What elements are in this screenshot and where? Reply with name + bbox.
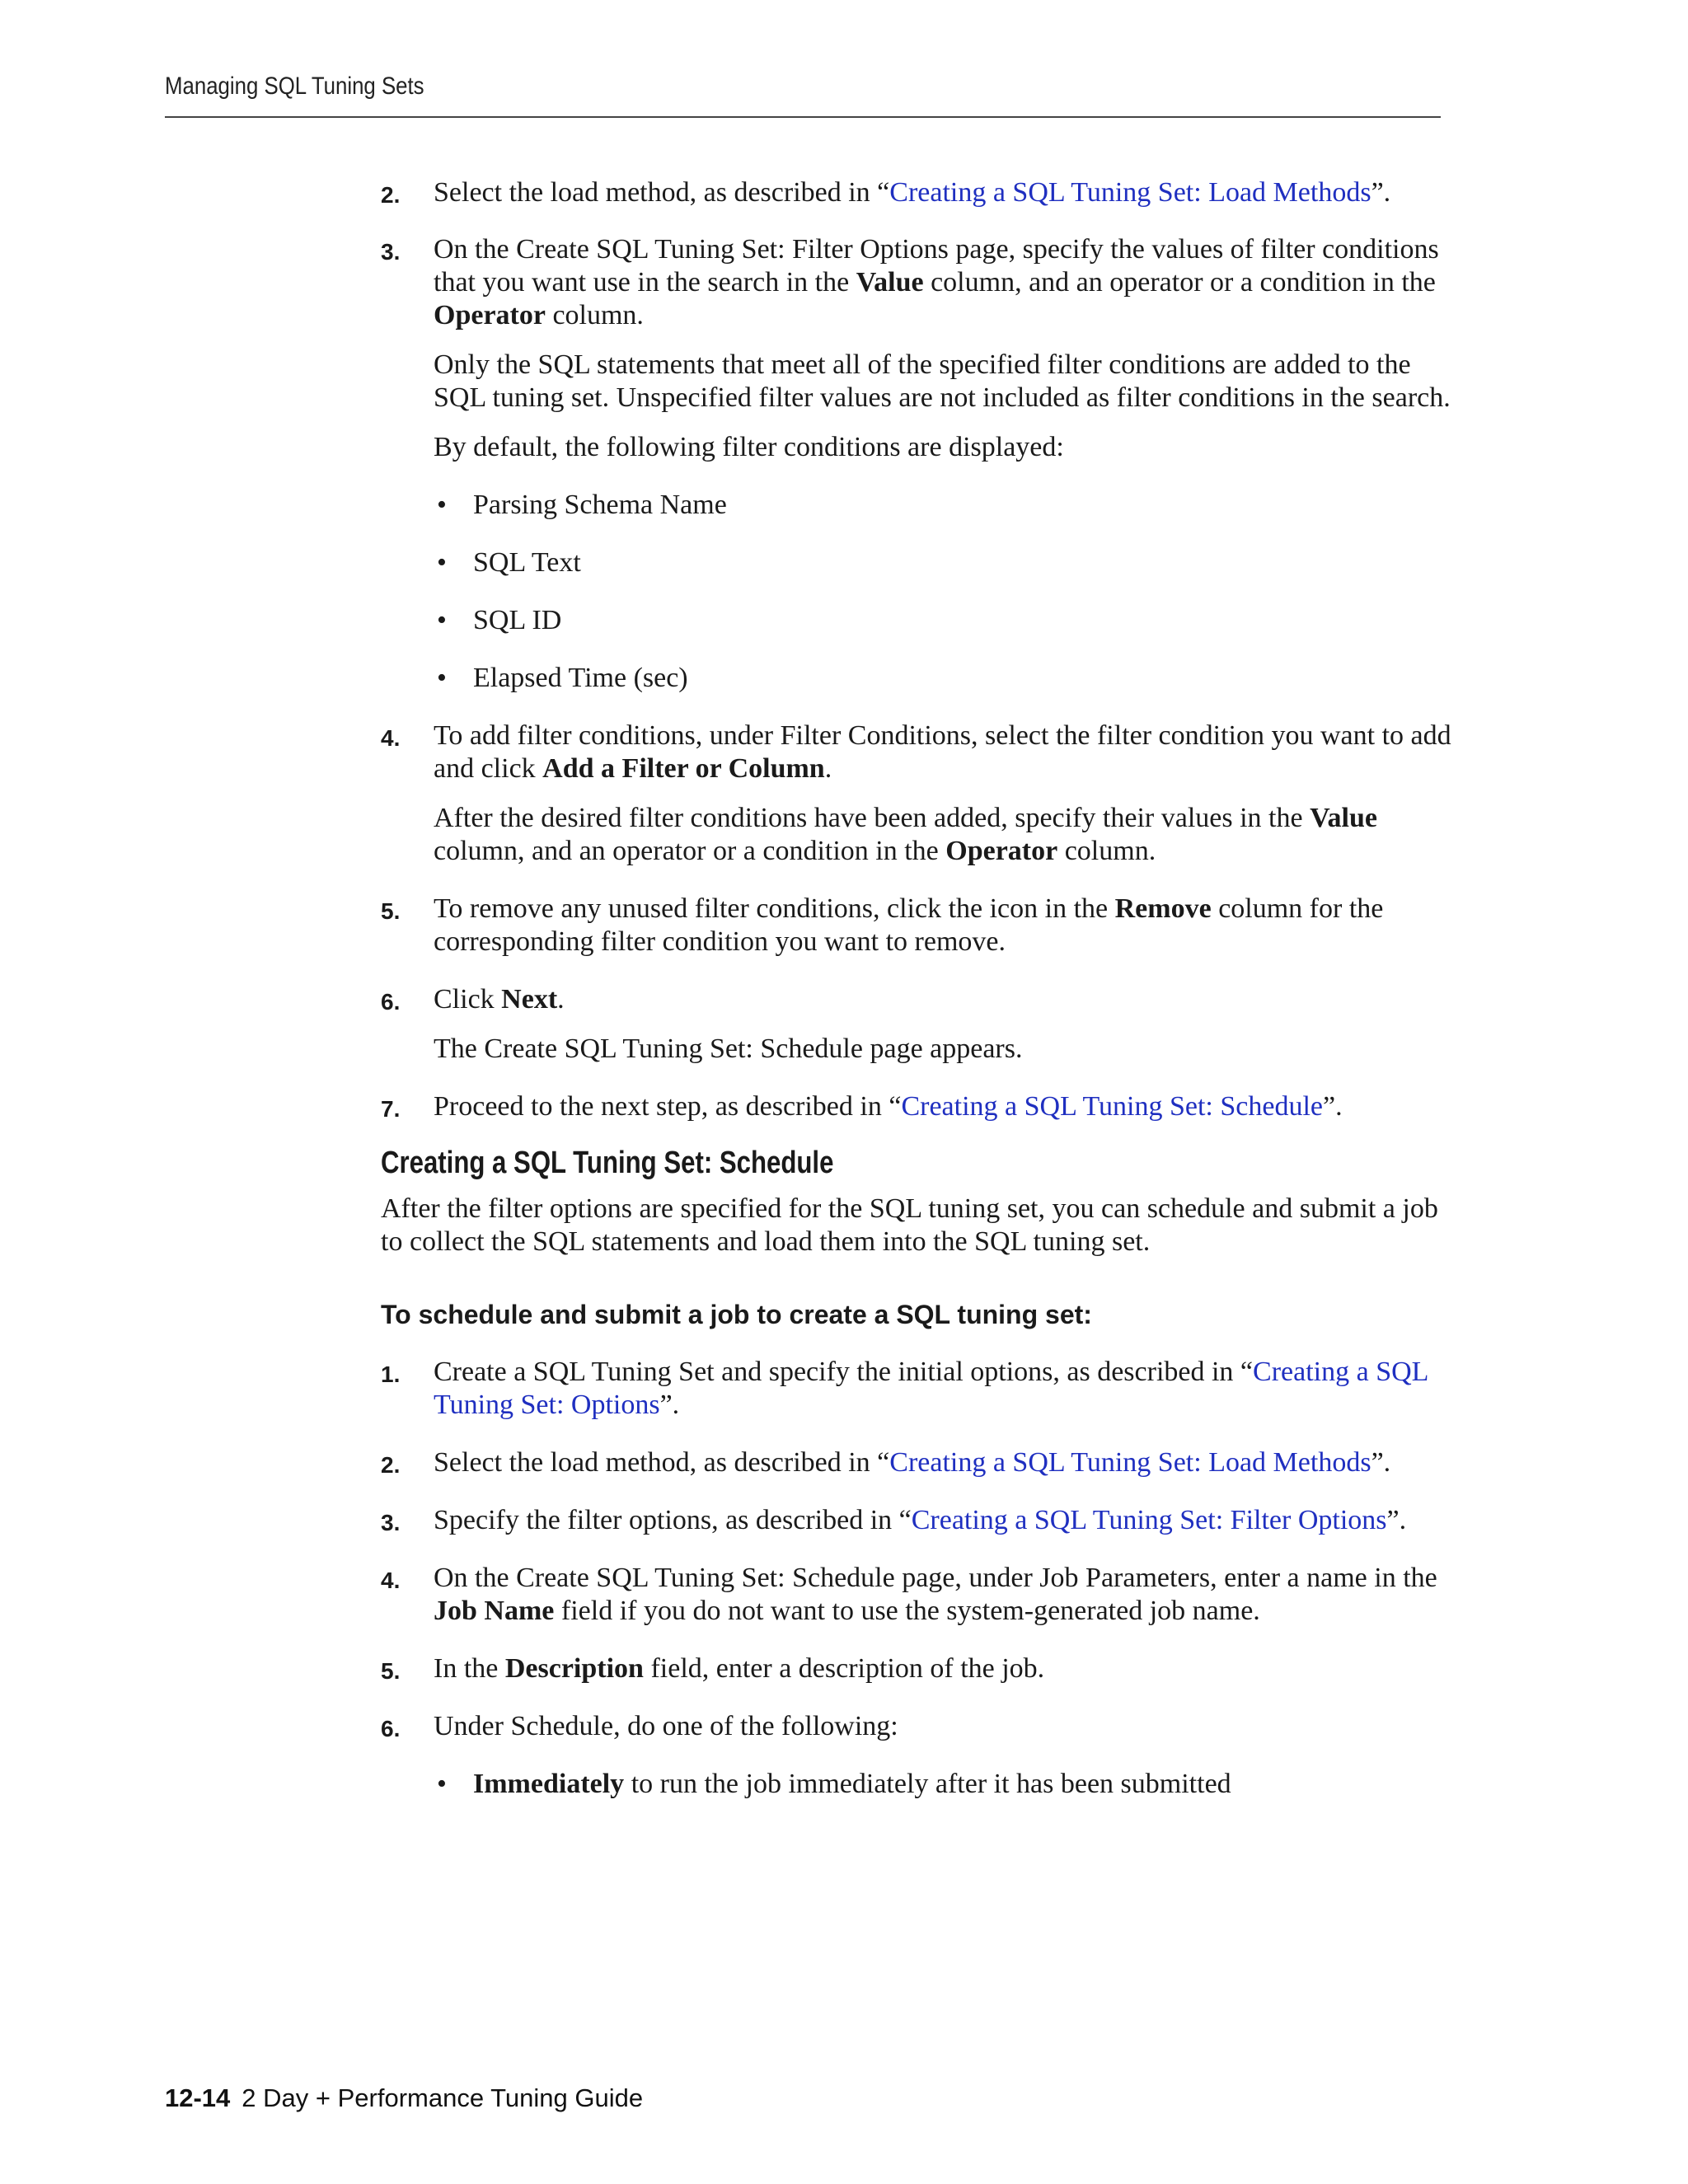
step-number: 2. — [381, 1452, 401, 1478]
bullet-item: • Immediately to run the job immediately after it has been submitted — [437, 1769, 1231, 1799]
paragraph-after-added: After the desired filter conditions have been added, specify their values in the Value column, and an operator or a condition in the Operator column. — [434, 803, 1377, 866]
schedule-step-1: 1. Create a SQL Tuning Set and specify the initial options, as described in “Creating a SQL Tuning Set: Options”. — [381, 1357, 1428, 1420]
link-load-methods[interactable]: Creating a SQL Tuning Set: Load Methods — [889, 1447, 1372, 1478]
page-content — [381, 176, 1452, 1801]
bullet-item: • SQL Text — [437, 547, 581, 578]
step-number: 4. — [381, 1568, 401, 1593]
filter-step-5: 5. To remove any unused filter conditions, click the icon in the Remove column for the corresponding filter condition you want to remove. — [381, 893, 1384, 957]
schedule-step-5: 5. In the Description field, enter a description of the job. — [381, 1652, 1452, 1685]
section-heading-schedule: Creating a SQL Tuning Set: Schedule — [381, 1146, 834, 1180]
step-number: 5. — [381, 1658, 401, 1684]
paragraph-only-sql: Only the SQL statements that meet all of the specified filter conditions are added to the SQL tuning set. Unspecified filter values are not included as filter conditions in the search. — [434, 349, 1451, 413]
step-number: 6. — [381, 1716, 401, 1741]
filter-step-4: 4. To add filter conditions, under Filter Conditions, select the filter condition you want to add and click Add a Filter or Column. — [381, 720, 1451, 784]
step-number: 2. — [381, 182, 401, 208]
paragraph-schedule-intro: After the filter options are specified for the SQL tuning set, you can schedule and submit a job to collect the SQL statements and load them into the SQL tuning set. — [381, 1193, 1438, 1257]
bullet-item: • SQL ID — [437, 605, 562, 635]
book-title: 2 Day + Performance Tuning Guide — [241, 2083, 644, 2112]
link-load-methods[interactable]: Creating a SQL Tuning Set: Load Methods — [889, 177, 1372, 208]
step-number: 3. — [381, 1510, 401, 1535]
step-number: 4. — [381, 725, 401, 751]
paragraph-default: By default, the following filter conditions are displayed: — [434, 432, 1064, 462]
bullet-item: • Elapsed Time (sec) — [437, 663, 688, 693]
step-number: 7. — [381, 1096, 401, 1122]
procedure-heading: To schedule and submit a job to create a SQL tuning set: — [381, 1300, 1092, 1329]
filter-step-6: 6. Click Next. — [381, 983, 1452, 1016]
step-number: 5. — [381, 898, 401, 924]
schedule-step-6: 6. Under Schedule, do one of the following: — [381, 1710, 1452, 1743]
link-schedule[interactable]: Creating a SQL Tuning Set: Schedule — [901, 1091, 1323, 1122]
link-options[interactable]: Creating a SQL Tuning Set: Options — [434, 1357, 1428, 1420]
schedule-step-3: 3. Specify the filter options, as described in “Creating a SQL Tuning Set: Filter Options”. — [381, 1504, 1452, 1537]
step-number: 3. — [381, 239, 401, 265]
header-rule — [165, 116, 1441, 118]
paragraph-schedule-appears: The Create SQL Tuning Set: Schedule page appears. — [434, 1033, 1023, 1064]
running-header: Managing SQL Tuning Sets — [165, 73, 424, 100]
bullet-item: • Parsing Schema Name — [437, 490, 727, 520]
filter-step-2: 2. Select the load method, as described in “Creating a SQL Tuning Set: Load Methods”. — [381, 176, 1452, 209]
schedule-step-2: 2. Select the load method, as described in “Creating a SQL Tuning Set: Load Methods”. — [381, 1446, 1452, 1479]
step-number: 1. — [381, 1361, 401, 1387]
step-number: 6. — [381, 989, 401, 1015]
page-footer — [165, 2083, 643, 2113]
schedule-step-4: 4. On the Create SQL Tuning Set: Schedule page, under Job Parameters, enter a name in the Job Name field if you do not want to use the system-generated job name. — [381, 1563, 1437, 1626]
page-number: 12-14 — [165, 2083, 231, 2112]
filter-step-7: 7. Proceed to the next step, as described in “Creating a SQL Tuning Set: Schedule”. — [381, 1090, 1452, 1123]
link-filter-options[interactable]: Creating a SQL Tuning Set: Filter Options — [911, 1505, 1387, 1535]
filter-step-3: 3. On the Create SQL Tuning Set: Filter Options page, specify the values of filter conditions that you want use in the search in the Value column, and an operator or a condition in the Operator column. — [381, 234, 1439, 330]
